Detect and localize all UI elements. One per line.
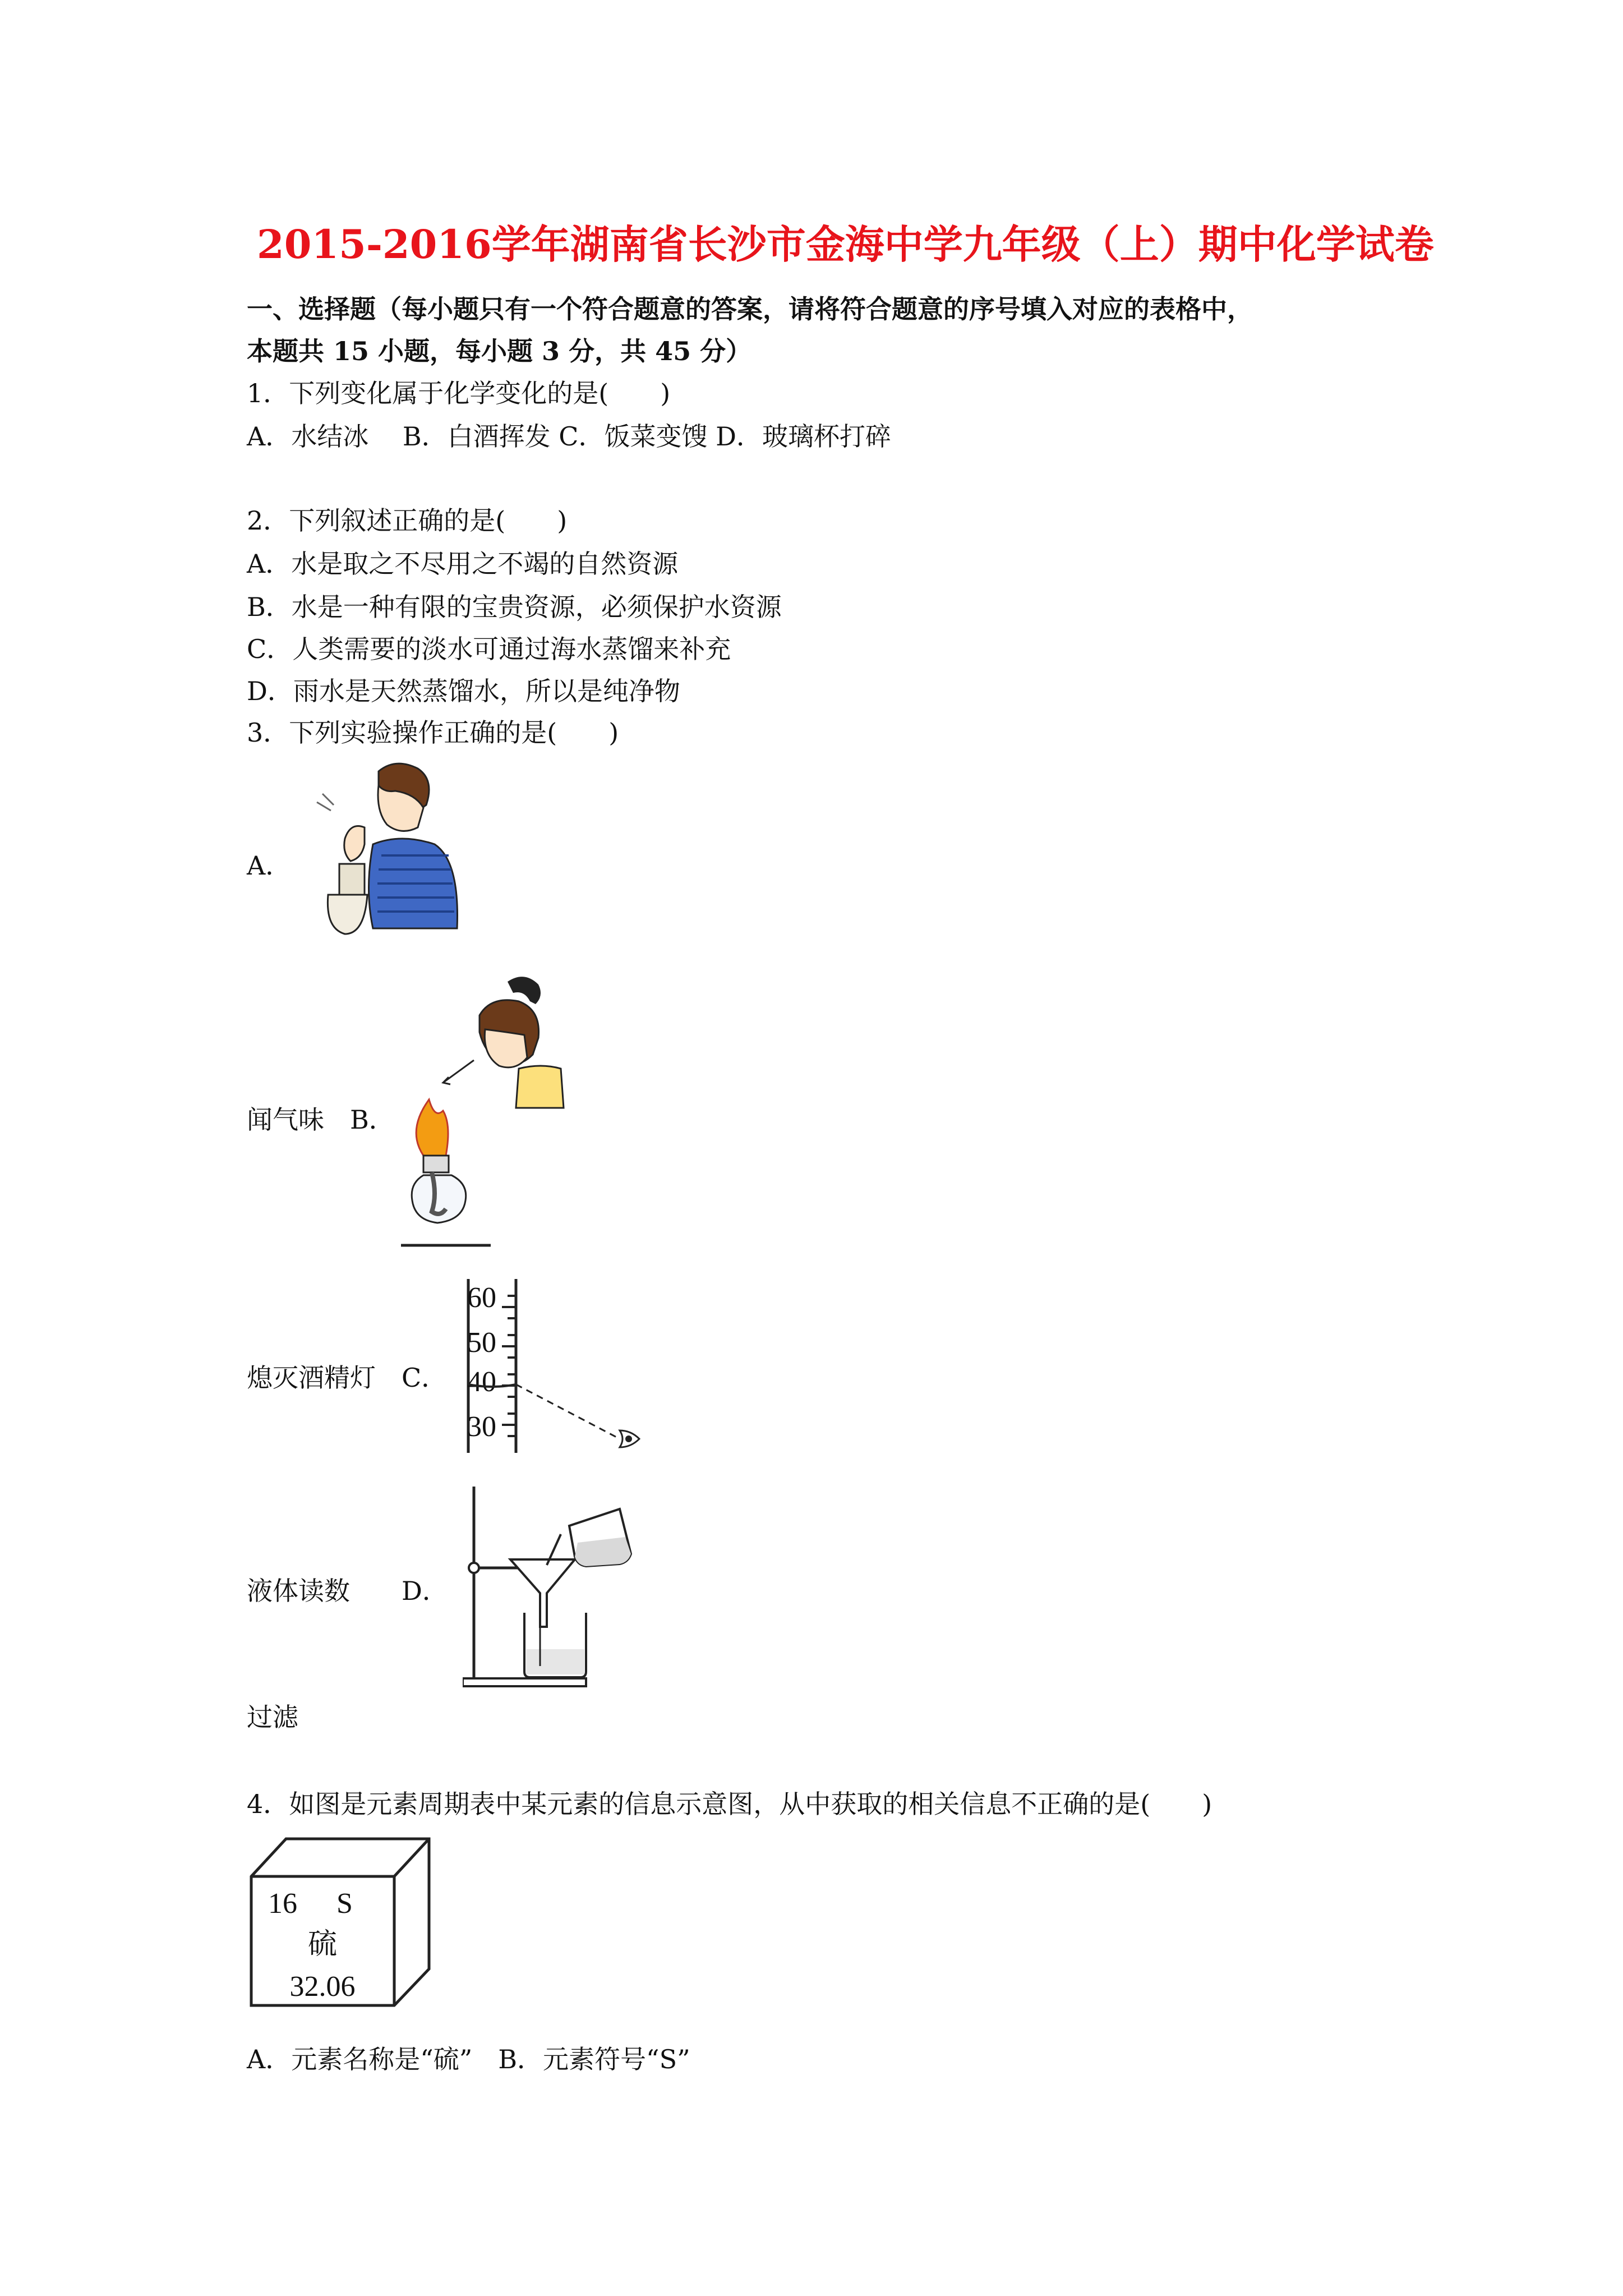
cylinder-tick-30: 30 <box>467 1411 496 1443</box>
element-symbol: S <box>336 1888 353 1920</box>
q4-options: A．元素名称是“硫” B．元素符号“S” <box>247 2044 690 2074</box>
q3-caption-b-and-c-label: 熄灭酒精灯 C． <box>247 1363 448 1393</box>
q3-caption-a-and-b-label: 闻气味 B． <box>247 1105 395 1135</box>
q2-option-d: D．雨水是天然蒸馏水，所以是纯净物 <box>247 676 680 706</box>
cylinder-tick-40: 40 <box>467 1366 496 1398</box>
q1-stem: 1．下列变化属于化学变化的是( ) <box>247 378 671 408</box>
cylinder-tick-60: 60 <box>467 1282 496 1314</box>
q3-caption-d: 过滤 <box>247 1702 298 1732</box>
q4-stem: 4．如图是元素周期表中某元素的信息示意图，从中获取的相关信息不正确的是( ) <box>247 1789 1212 1819</box>
element-atomic-number: 16 <box>268 1888 297 1920</box>
element-name: 硫 <box>307 1929 338 1961</box>
q2-option-c: C．人类需要的淡水可通过海水蒸馏来补充 <box>247 634 731 664</box>
q3-stem: 3．下列实验操作正确的是( ) <box>247 717 619 748</box>
page-title: 2015-2016学年湖南省长沙市金海中学九年级（上）期中化学试卷 <box>257 221 1434 268</box>
cylinder-tick-50: 50 <box>467 1327 496 1359</box>
element-atomic-mass: 32.06 <box>289 1971 356 2003</box>
filtration-figure <box>463 1481 648 1694</box>
q3-option-a-label: A． <box>247 850 292 881</box>
q1-options: A．水结冰 B．白酒挥发 C．饭菜变馊 D．玻璃杯打碎 <box>247 421 891 452</box>
boy-smelling-figure <box>311 760 468 940</box>
alcohol-lamp-figure <box>401 970 614 1257</box>
q2-option-a: A．水是取之不尽用之不竭的自然资源 <box>247 549 679 579</box>
q2-option-b: B．水是一种有限的宝贵资源，必须保护水资源 <box>247 592 782 622</box>
cylinder-tick-marks <box>502 1296 516 1436</box>
element-tile-figure <box>247 1834 432 2011</box>
q2-stem: 2．下列叙述正确的是( ) <box>247 505 568 536</box>
section-heading-line2: 本题共 15 小题，每小题 3 分，共 45 分） <box>247 336 752 366</box>
cylinder-reading-figure <box>463 1273 648 1464</box>
section-heading-line1: 一、选择题（每小题只有一个符合题意的答案，请将符合题意的序号填入对应的表格中， <box>247 294 1253 324</box>
q3-caption-c-and-d-label: 液体读数 D． <box>247 1576 448 1606</box>
